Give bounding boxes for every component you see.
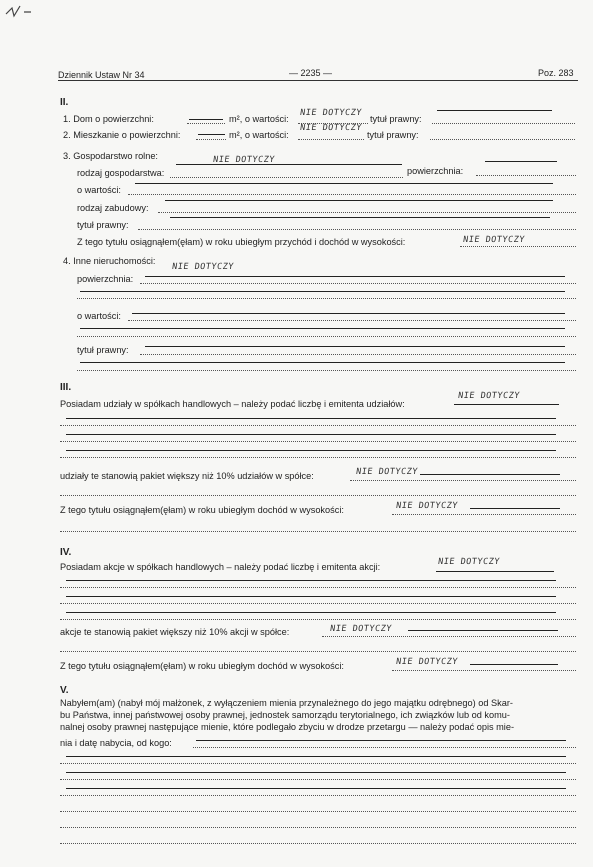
dotted-line: [350, 480, 576, 481]
dotted-line: [170, 177, 403, 178]
farm-area-label: powierzchnia:: [407, 166, 464, 176]
hand-line: [454, 404, 559, 405]
dotted-line: [60, 843, 576, 844]
stocks-value: NIE DOTYCZY: [437, 557, 501, 567]
section-4-heading: IV.: [60, 547, 72, 558]
hand-line: [66, 596, 556, 597]
dotted-line: [60, 495, 576, 496]
house-title-label: tytuł prawny:: [370, 114, 422, 124]
stocks-package-value: NIE DOTYCZY: [329, 624, 393, 634]
hand-line: [170, 217, 550, 218]
shares-income-value: NIE DOTYCZY: [395, 501, 459, 511]
section-5-text-1: Nabyłem(am) (nabył mój małżonek, z wyłączeniem mienia przynależnego do jego majątku odrębnego) od Skar-: [60, 698, 513, 708]
hand-line: [135, 183, 553, 184]
section-5-text-3: nalnej osoby prawnej następujące mienie, które podlegało zbyciu w drodze przetargu — należy podać opis mie-: [60, 722, 515, 732]
section-2-heading: II.: [60, 97, 69, 108]
hand-line: [145, 346, 565, 347]
hand-line: [66, 450, 556, 451]
section-5-text-4: nia i datę nabycia, od kogo:: [60, 738, 172, 748]
other-area-label: powierzchnia:: [77, 274, 134, 284]
dotted-line: [60, 763, 576, 764]
hand-line: [66, 418, 556, 419]
farm-value: NIE DOTYCZY: [212, 155, 276, 165]
dotted-line: [128, 194, 576, 195]
header-rule: [58, 80, 578, 81]
hand-line: [80, 291, 565, 292]
flat-title-label: tytuł prawny:: [367, 130, 419, 140]
dotted-line: [128, 320, 576, 321]
dotted-line: [138, 229, 576, 230]
farm-kind-label: rodzaj gospodarstwa:: [77, 168, 165, 178]
dotted-line: [60, 603, 576, 604]
hand-line: [470, 664, 558, 665]
dotted-line: [460, 246, 576, 247]
other-worth-label: o wartości:: [77, 311, 121, 321]
stocks-income-value: NIE DOTYCZY: [395, 657, 459, 667]
corner-scribble: [4, 2, 34, 22]
dotted-line: [77, 336, 576, 337]
hand-line: [145, 276, 565, 277]
house-area-label: 1. Dom o powierzchni:: [63, 114, 154, 124]
hand-line: [420, 474, 560, 475]
house-value: NIE DOTYCZY: [299, 108, 363, 118]
farm-income-label: Z tego tytułu osiągnąłem(ęłam) w roku ubiegłym przychód i dochód w wysokości:: [77, 237, 406, 247]
shares-income-label: Z tego tytułu osiągnąłem(ęłam) w roku ubiegłym dochód w wysokości:: [60, 505, 344, 515]
dotted-line: [298, 139, 364, 140]
flat-value: NIE DOTYCZY: [299, 123, 363, 133]
hand-line: [80, 362, 565, 363]
hand-line: [176, 164, 402, 165]
dotted-line: [60, 587, 576, 588]
dotted-line: [392, 670, 576, 671]
dotted-line: [60, 425, 576, 426]
stocks-package-label: akcje te stanowią pakiet większy niż 10% akcji w spółce:: [60, 627, 290, 637]
dotted-line: [77, 370, 576, 371]
dotted-line: [430, 139, 575, 140]
other-title-label: tytuł prawny:: [77, 345, 129, 355]
hand-line: [196, 740, 566, 741]
dotted-line: [60, 827, 576, 828]
dotted-line: [60, 811, 576, 812]
dotted-line: [322, 636, 576, 637]
farm-building-label: rodzaj zabudowy:: [77, 203, 149, 213]
other-property-label: 4. Inne nieruchomości:: [63, 256, 156, 266]
dotted-line: [60, 619, 576, 620]
dotted-line: [392, 514, 576, 515]
farm-label: 3. Gospodarstwo rolne:: [63, 151, 158, 161]
house-value-label: m², o wartości:: [229, 114, 289, 124]
hand-line: [189, 119, 223, 120]
flat-area-label: 2. Mieszkanie o powierzchni:: [63, 130, 181, 140]
stocks-label: Posiadam akcje w spółkach handlowych – należy podać liczbę i emitenta akcji:: [60, 562, 381, 572]
dotted-line: [140, 354, 576, 355]
hand-line: [66, 580, 556, 581]
dotted-line: [60, 779, 576, 780]
shares-package-label: udziały te stanowią pakiet większy niż 10% udziałów w spółce:: [60, 471, 314, 481]
hand-line: [408, 630, 558, 631]
farm-title-label: tytuł prawny:: [77, 220, 129, 230]
dotted-line: [476, 175, 576, 176]
dotted-line: [77, 298, 576, 299]
shares-value: NIE DOTYCZY: [457, 391, 521, 401]
section-5-text-2: bu Państwa, innej państwowej osoby prawnej, jednostek samorządu terytorialnego, ich związków lub od komu-: [60, 710, 510, 720]
hand-line: [485, 161, 557, 162]
stocks-income-label: Z tego tytułu osiągnąłem(ęłam) w roku ubiegłym dochód w wysokości:: [60, 661, 344, 671]
shares-label: Posiadam udziały w spółkach handlowych – należy podać liczbę i emitenta udziałów:: [60, 399, 405, 409]
page-number: — 2235 —: [289, 68, 333, 78]
farm-worth-label: o wartości:: [77, 185, 121, 195]
journal-name: Dziennik Ustaw Nr 34: [58, 70, 145, 80]
hand-line: [66, 772, 566, 773]
hand-line: [437, 110, 552, 111]
dotted-line: [193, 747, 576, 748]
dotted-line: [140, 283, 576, 284]
hand-line: [165, 200, 553, 201]
flat-value-label: m², o wartości:: [229, 130, 289, 140]
hand-line: [80, 328, 565, 329]
section-3-heading: III.: [60, 382, 72, 393]
dotted-line: [432, 123, 575, 124]
hand-line: [470, 508, 560, 509]
dotted-line: [60, 651, 576, 652]
other-value: NIE DOTYCZY: [171, 262, 235, 272]
position-number: Poz. 283: [538, 68, 574, 78]
hand-line: [66, 788, 566, 789]
hand-line: [198, 134, 225, 135]
hand-line: [66, 756, 566, 757]
dotted-line: [196, 139, 226, 140]
hand-line: [66, 434, 556, 435]
hand-line: [132, 313, 565, 314]
dotted-line: [60, 795, 576, 796]
dotted-line: [158, 212, 576, 213]
hand-line: [436, 571, 554, 572]
hand-line: [66, 612, 556, 613]
dotted-line: [187, 123, 225, 124]
dotted-line: [60, 441, 576, 442]
farm-income-value: NIE DOTYCZY: [462, 235, 526, 245]
section-5-heading: V.: [60, 685, 69, 696]
shares-package-value: NIE DOTYCZY: [355, 467, 419, 477]
dotted-line: [60, 457, 576, 458]
dotted-line: [60, 531, 576, 532]
